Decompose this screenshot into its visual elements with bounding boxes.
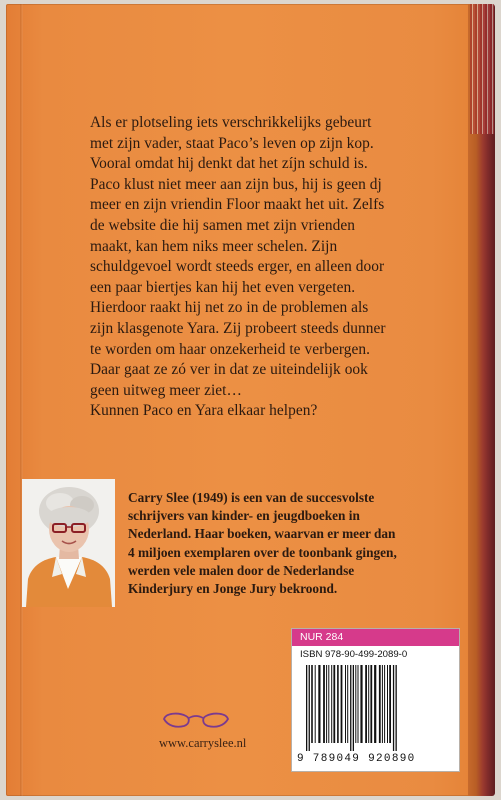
bio-line: werden vele malen door de Nederlandse	[128, 562, 355, 578]
glasses-logo-icon	[160, 710, 232, 730]
blurb-line: Kunnen Paco en Yara elkaar helpen?	[90, 402, 318, 420]
bio-line: schrijvers van kinder- en jeugdboeken in	[128, 508, 360, 524]
bio-line: Carry Slee (1949) is een van de succesvolste	[128, 490, 375, 505]
bio-line: 4 miljoen exemplaren over de toonbank gingen,	[128, 544, 397, 560]
blurb-line: Daar gaat ze zó ver in dat ze uiteindelijk ook	[90, 361, 368, 379]
blurb-line: Vooral omdat hij denkt dat het zíjn schuld is.	[90, 155, 368, 173]
blurb-text	[90, 113, 458, 422]
blurb-line: meer en zijn vriendin Floor maakt het uit. Zelfs	[90, 196, 385, 214]
author-portrait	[22, 479, 115, 607]
cover-hinge	[20, 4, 23, 796]
blurb-line: de website die hij samen met zijn vrienden	[90, 216, 355, 234]
nur-code: NUR 284	[300, 631, 344, 643]
blurb-line: Paco klust niet meer aan zijn bus, hij is geen dj	[90, 175, 382, 193]
barcode-digits: 9 789049 920890	[297, 753, 416, 765]
website-url: www.carryslee.nl	[159, 736, 247, 750]
blurb-line: te worden om haar onzekerheid te verbergen.	[90, 340, 371, 358]
bio-line: Kinderjury en Jonge Jury bekroond.	[128, 581, 338, 597]
barcode-label	[291, 628, 460, 772]
blurb-line: schuldgevoel wordt steeds erger, en alleen door	[90, 258, 385, 276]
barcode-bars	[302, 665, 450, 751]
author-bio	[128, 489, 458, 598]
blurb-line: een paar biertjes kan hij het even vergeten.	[90, 278, 356, 296]
blurb-line: geen uitweg meer ziet…	[90, 381, 242, 399]
nur-band	[292, 629, 459, 646]
blurb-line: zijn klasgenote Yara. Zij probeert steeds dunner	[90, 319, 386, 337]
page-edge-stripes	[470, 4, 494, 134]
author-portrait-image	[22, 479, 115, 607]
bio-line: Nederland. Haar boeken, waarvan er meer dan	[128, 526, 396, 542]
blurb-line: maakt, kan hem niks meer schelen. Zijn	[90, 237, 338, 255]
isbn-text: ISBN 978-90-499-2089-0	[300, 649, 408, 660]
blurb-line: Hierdoor raakt hij net zo in de problemen als	[90, 299, 369, 317]
blurb-line: Als er plotseling iets verschrikkelijks gebeurt	[90, 114, 372, 131]
blurb-line: met zijn vader, staat Paco’s leven op zijn kop.	[90, 134, 374, 152]
